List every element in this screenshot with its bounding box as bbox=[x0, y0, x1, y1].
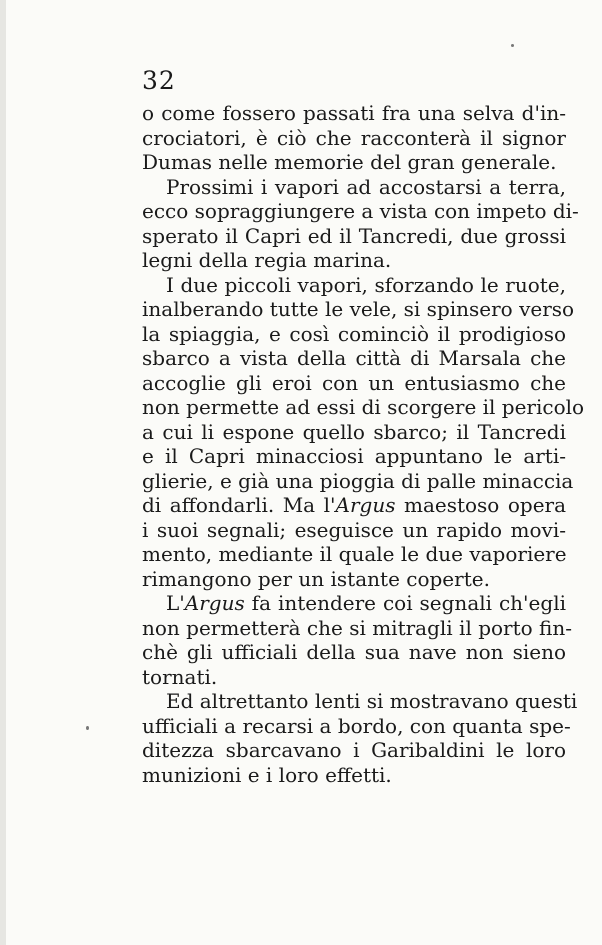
text-line: ufficiali a recarsi a bordo, con quanta spe- bbox=[142, 713, 571, 738]
text-line: sbarco a vista della città di Marsala che bbox=[142, 346, 566, 370]
text-line: i suoi segnali; eseguisce un rapido movi- bbox=[142, 517, 566, 542]
text-line: L'Argus fa intendere coi segnali ch'egli bbox=[166, 591, 566, 615]
text-line: ecco sopraggiungere a vista con impeto di- bbox=[142, 199, 579, 223]
ship-name: Argus bbox=[335, 493, 396, 517]
text-line: munizioni e i loro effetti. bbox=[142, 762, 392, 787]
text-line: a cui li espone quello sbarco; il Tancredi bbox=[142, 419, 566, 444]
text-line: accoglie gli eroi con un entusiasmo che bbox=[142, 370, 566, 395]
text-line: ditezza sbarcavano i Garibaldini le loro bbox=[142, 738, 566, 762]
text-line: I due piccoli vapori, sforzando le ruote, bbox=[166, 272, 566, 297]
text-line: crociatori, è ciò che racconterà il signor bbox=[142, 125, 566, 150]
print-speck bbox=[86, 726, 89, 730]
text-line: glierie, e già una pioggia di palle minaccia bbox=[142, 468, 574, 493]
text-line: Ed altrettanto lenti si mostravano questi bbox=[166, 689, 578, 713]
body-text bbox=[142, 101, 585, 787]
print-speck bbox=[511, 44, 514, 47]
text-line: o come fossero passati fra una selva d'in- bbox=[142, 101, 566, 125]
text-line: chè gli ufficiali della sua nave non sieno bbox=[142, 640, 566, 664]
text-line: non permetterà che si mitragli il porto fin- bbox=[142, 615, 573, 640]
page-number: 32 bbox=[142, 66, 176, 95]
text-line: rimangono per un istante coperte. bbox=[142, 566, 490, 591]
text-line: inalberando tutte le vele, si spinsero verso bbox=[142, 297, 575, 321]
ship-name: Argus bbox=[184, 591, 245, 615]
text-line: mento, mediante il quale le due vaporiere bbox=[142, 542, 567, 566]
text-line: tornati. bbox=[142, 664, 218, 689]
text-line: di affondarli. Ma l'Argus maestoso opera bbox=[142, 493, 567, 517]
text-line: legni della regia marina. bbox=[142, 248, 392, 272]
text-line: non permette ad essi di scorgere il pericolo bbox=[142, 395, 585, 419]
text-line: Dumas nelle memorie del gran generale. bbox=[142, 150, 557, 174]
text-line: e il Capri minacciosi appuntano le arti- bbox=[142, 444, 566, 468]
text-line: sperato il Capri ed il Tancredi, due grossi bbox=[142, 223, 566, 248]
text-line: la spiaggia, e così cominciò il prodigioso bbox=[142, 321, 566, 346]
text-line: Prossimi i vapori ad accostarsi a terra, bbox=[166, 174, 566, 199]
